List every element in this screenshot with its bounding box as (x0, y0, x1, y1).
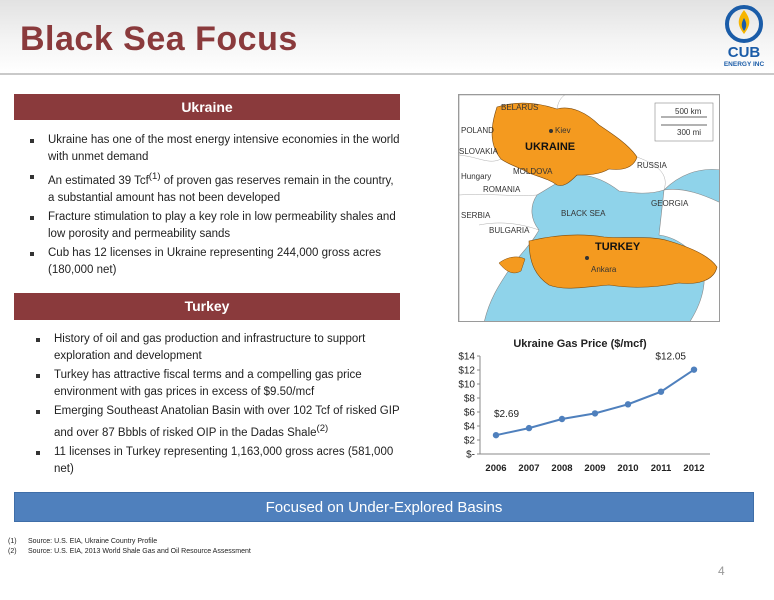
x-tick-label: 2007 (518, 463, 540, 474)
data-point (493, 432, 499, 438)
y-tick-label: $2 (463, 435, 475, 447)
list-item: Emerging Southeast Anatolian Basin with over 102 Tcf of risked GIP and over 87 Bbbls of risked OIP in the Dadas Shale$^{(2)}$ (36, 403, 400, 442)
map-label-kiev: Kiev (555, 126, 571, 135)
flame-icon (718, 4, 770, 44)
map-label-belarus: BELARUS (501, 103, 539, 112)
map-label-ankara: Ankara (591, 265, 617, 274)
gas-price-chart (440, 338, 720, 484)
map-label-moldova: MOLDOVA (513, 167, 553, 176)
y-tick-label: $8 (463, 393, 475, 405)
map-scale-km: 500 km (675, 107, 702, 116)
x-tick-label: 2008 (551, 463, 573, 474)
y-tick-label: $12 (458, 365, 475, 377)
logo-sub: ENERGY INC (723, 61, 765, 68)
data-label: $12.05 (655, 351, 686, 363)
map-label-romania: ROMANIA (483, 185, 521, 194)
map-label-hungary: Hungary (461, 172, 492, 181)
list-item: Turkey has attractive fiscal terms and a compelling gas price environment with gas prices in excess of $9.50/mcf (36, 367, 400, 401)
black-sea-map (458, 94, 720, 322)
y-tick-label: $6 (463, 407, 475, 419)
y-tick-label: $- (466, 449, 475, 461)
focus-banner: Focused on Under-Explored Basins (14, 492, 754, 522)
map-scale-mi: 300 mi (677, 128, 702, 137)
data-point (592, 410, 598, 416)
y-tick-label: $4 (463, 421, 475, 433)
data-point (559, 416, 565, 422)
data-point (526, 425, 532, 431)
list-item: Ukraine has one of the most energy intensive economies in the world with unmet demand (30, 132, 402, 166)
list-item: History of oil and gas production and infrastructure to support exploration and development (36, 331, 400, 365)
map-label-serbia: SERBIA (461, 211, 491, 220)
x-tick-label: 2010 (617, 463, 639, 474)
list-item: 11 licenses in Turkey representing 1,163,000 gross acres (581,000 net) (36, 444, 400, 478)
map-label-turkey: TURKEY (595, 241, 641, 253)
page-title: Black Sea Focus (20, 20, 298, 58)
x-tick-label: 2009 (584, 463, 606, 474)
y-tick-label: $14 (458, 351, 475, 363)
x-tick-label: 2006 (485, 463, 507, 474)
footnotes (8, 537, 251, 557)
data-point (691, 366, 697, 372)
map-label-ukraine: UKRAINE (525, 141, 576, 153)
map-label-slovakia: SLOVAKIA (459, 147, 498, 156)
chart-plot (440, 338, 720, 484)
footnote: (1) Source: U.S. EIA, Ukraine Country Profile (8, 538, 158, 545)
data-point (658, 389, 664, 395)
chart-title: Ukraine Gas Price ($/mcf) (513, 338, 647, 350)
x-tick-label: 2011 (650, 463, 672, 474)
map-label-poland: POLAND (461, 126, 494, 135)
turkey-bullets (36, 331, 400, 480)
x-tick-label: 2012 (683, 463, 705, 474)
map-label-georgia: GEORGIA (651, 199, 689, 208)
map-label-russia: RUSSIA (637, 161, 667, 170)
ukraine-bullets (30, 132, 402, 281)
y-tick-label: $10 (458, 379, 475, 391)
data-point (625, 401, 631, 407)
page-number: 4 (718, 564, 725, 578)
map-label-bulgaria: BULGARIA (489, 226, 530, 235)
list-item: An estimated 39 Tcf$^{(1)}$ of proven gas reserves remain in the country, a substantial amount has not been developed (30, 168, 402, 207)
turkey-heading: Turkey (14, 293, 400, 320)
data-label: $2.69 (494, 409, 520, 421)
header-divider (0, 73, 774, 75)
series-line (496, 370, 694, 436)
map-label-black-sea: BLACK SEA (561, 209, 606, 218)
ukraine-heading: Ukraine (14, 94, 400, 120)
logo-name: CUB (727, 44, 761, 61)
footnote: (2) Source: U.S. EIA, 2013 World Shale Gas and Oil Resource Assessment (8, 548, 251, 555)
list-item: Cub has 12 licenses in Ukraine representing 244,000 gross acres (180,000 net) (30, 245, 402, 279)
company-logo (718, 4, 770, 70)
list-item: Fracture stimulation to play a key role in low permeability shales and low porosity and permeability sands (30, 209, 402, 243)
